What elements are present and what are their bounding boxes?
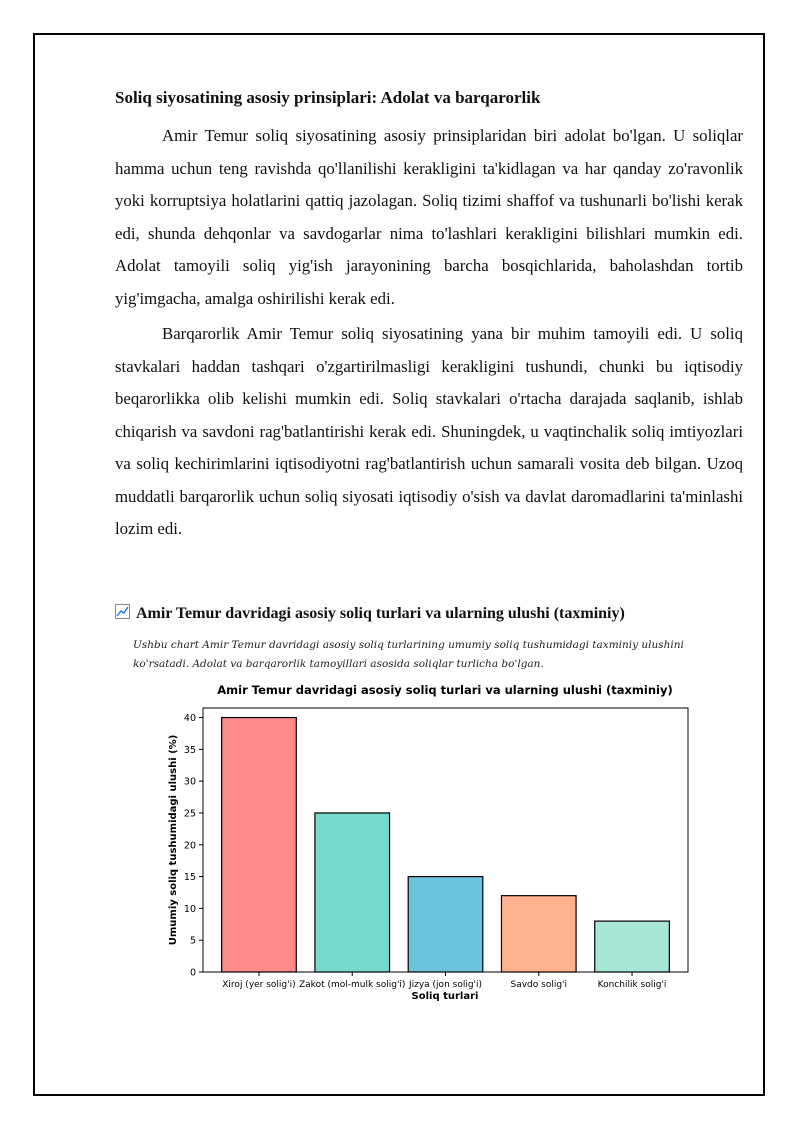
y-tick-label: 20 (183, 840, 196, 852)
x-tick-label: Konchilik solig'i (597, 980, 667, 990)
y-tick-label: 40 (183, 713, 196, 725)
x-tick-label: Savdo solig'i (510, 980, 568, 990)
y-tick-label: 5 (189, 935, 196, 947)
y-tick-label: 15 (183, 872, 196, 884)
x-axis-label: Soliq turlari (411, 991, 479, 1002)
bar-0 (222, 718, 297, 972)
bar-4 (595, 921, 670, 972)
paragraph-adolat: Amir Temur soliq siyosatining asosiy prinsiplaridan biri adolat bo'lgan. U soliqlar hamma uchun teng ravishda qo'llanilishi kerakligini ta'kidlagan va har qanday zo'ravonlik yoki korruptsiya holatlarini qattiq jazolagan. Soliq tizimi shaffof va tushunarli bo'lishi kerak edi, shunda dehqonlar va savdogarlar nima to'lashlari kerakligini bilishlari mumkin edi. Adolat tamoyili soliq yig'ish jarayonining barcha bosqichlarida, baholashdan tortib yig'imgacha, amalga oshirilishi kerak edi. (115, 126, 743, 308)
document-body (115, 86, 743, 549)
y-tick-label: 25 (183, 808, 196, 820)
y-tick-label: 10 (183, 903, 196, 915)
x-tick-label: Xiroj (yer solig'i) (222, 980, 296, 990)
figure-title-text: Amir Temur davridagi asosiy soliq turlari va ularning ulushi (taxminiy) (136, 605, 625, 622)
bar-2 (408, 877, 483, 972)
bar-1 (315, 813, 390, 972)
chart-svg (160, 676, 700, 1016)
y-axis-label: Umumiy soliq tushumidagi ulushi (%) (168, 734, 179, 946)
figure-title (115, 604, 755, 624)
y-tick-label: 30 (183, 776, 196, 788)
x-tick-label: Jizya (jon solig'i) (408, 980, 483, 990)
y-tick-label: 0 (189, 967, 196, 979)
bar-chart (160, 676, 700, 1016)
section-heading: Soliq siyosatining asosiy prinsiplari: Adolat va barqarorlik (115, 88, 541, 107)
paragraph-barqarorlik: Barqarorlik Amir Temur soliq siyosatining yana bir muhim tamoyili edi. U soliq stavkalari haddan tashqari o'zgartirilmasligi kerakligini tushundi, chunki bu iqtisodiy beqarorlikka olib kelishi mumkin edi. Soliq stavkalari o'rtacha darajada saqlanib, ishlab chiqarish va savdoni rag'batlantirishi kerak edi. Shuningdek, u vaqtinchalik soliq imtiyozlari va soliq kechirimlarini iqtisodiyotni rag'batlantirish uchun samarali vosita deb bilgan. Uzoq muddatli barqarorlik uchun soliq siyosati iqtisodiy o'sish va davlat daromadlarini ta'minlashi lozim edi. (115, 324, 743, 538)
x-tick-label: Zakot (mol-mulk solig'i) (299, 980, 406, 990)
chart-title: Amir Temur davridagi asosiy soliq turlari va ularning ulushi (taxminiy) (217, 683, 673, 697)
y-tick-label: 35 (183, 744, 196, 756)
bar-3 (501, 896, 576, 972)
figure-description: Ushbu chart Amir Temur davridagi asosiy soliq turlarining umumiy soliq tushumidagi taxminiy ulushini ko'rsatadi. Adolat va barqarorlik tamoyillari asosida soliqlar turlicha bo'lgan. (133, 639, 684, 670)
chart-increasing-icon (115, 604, 130, 624)
